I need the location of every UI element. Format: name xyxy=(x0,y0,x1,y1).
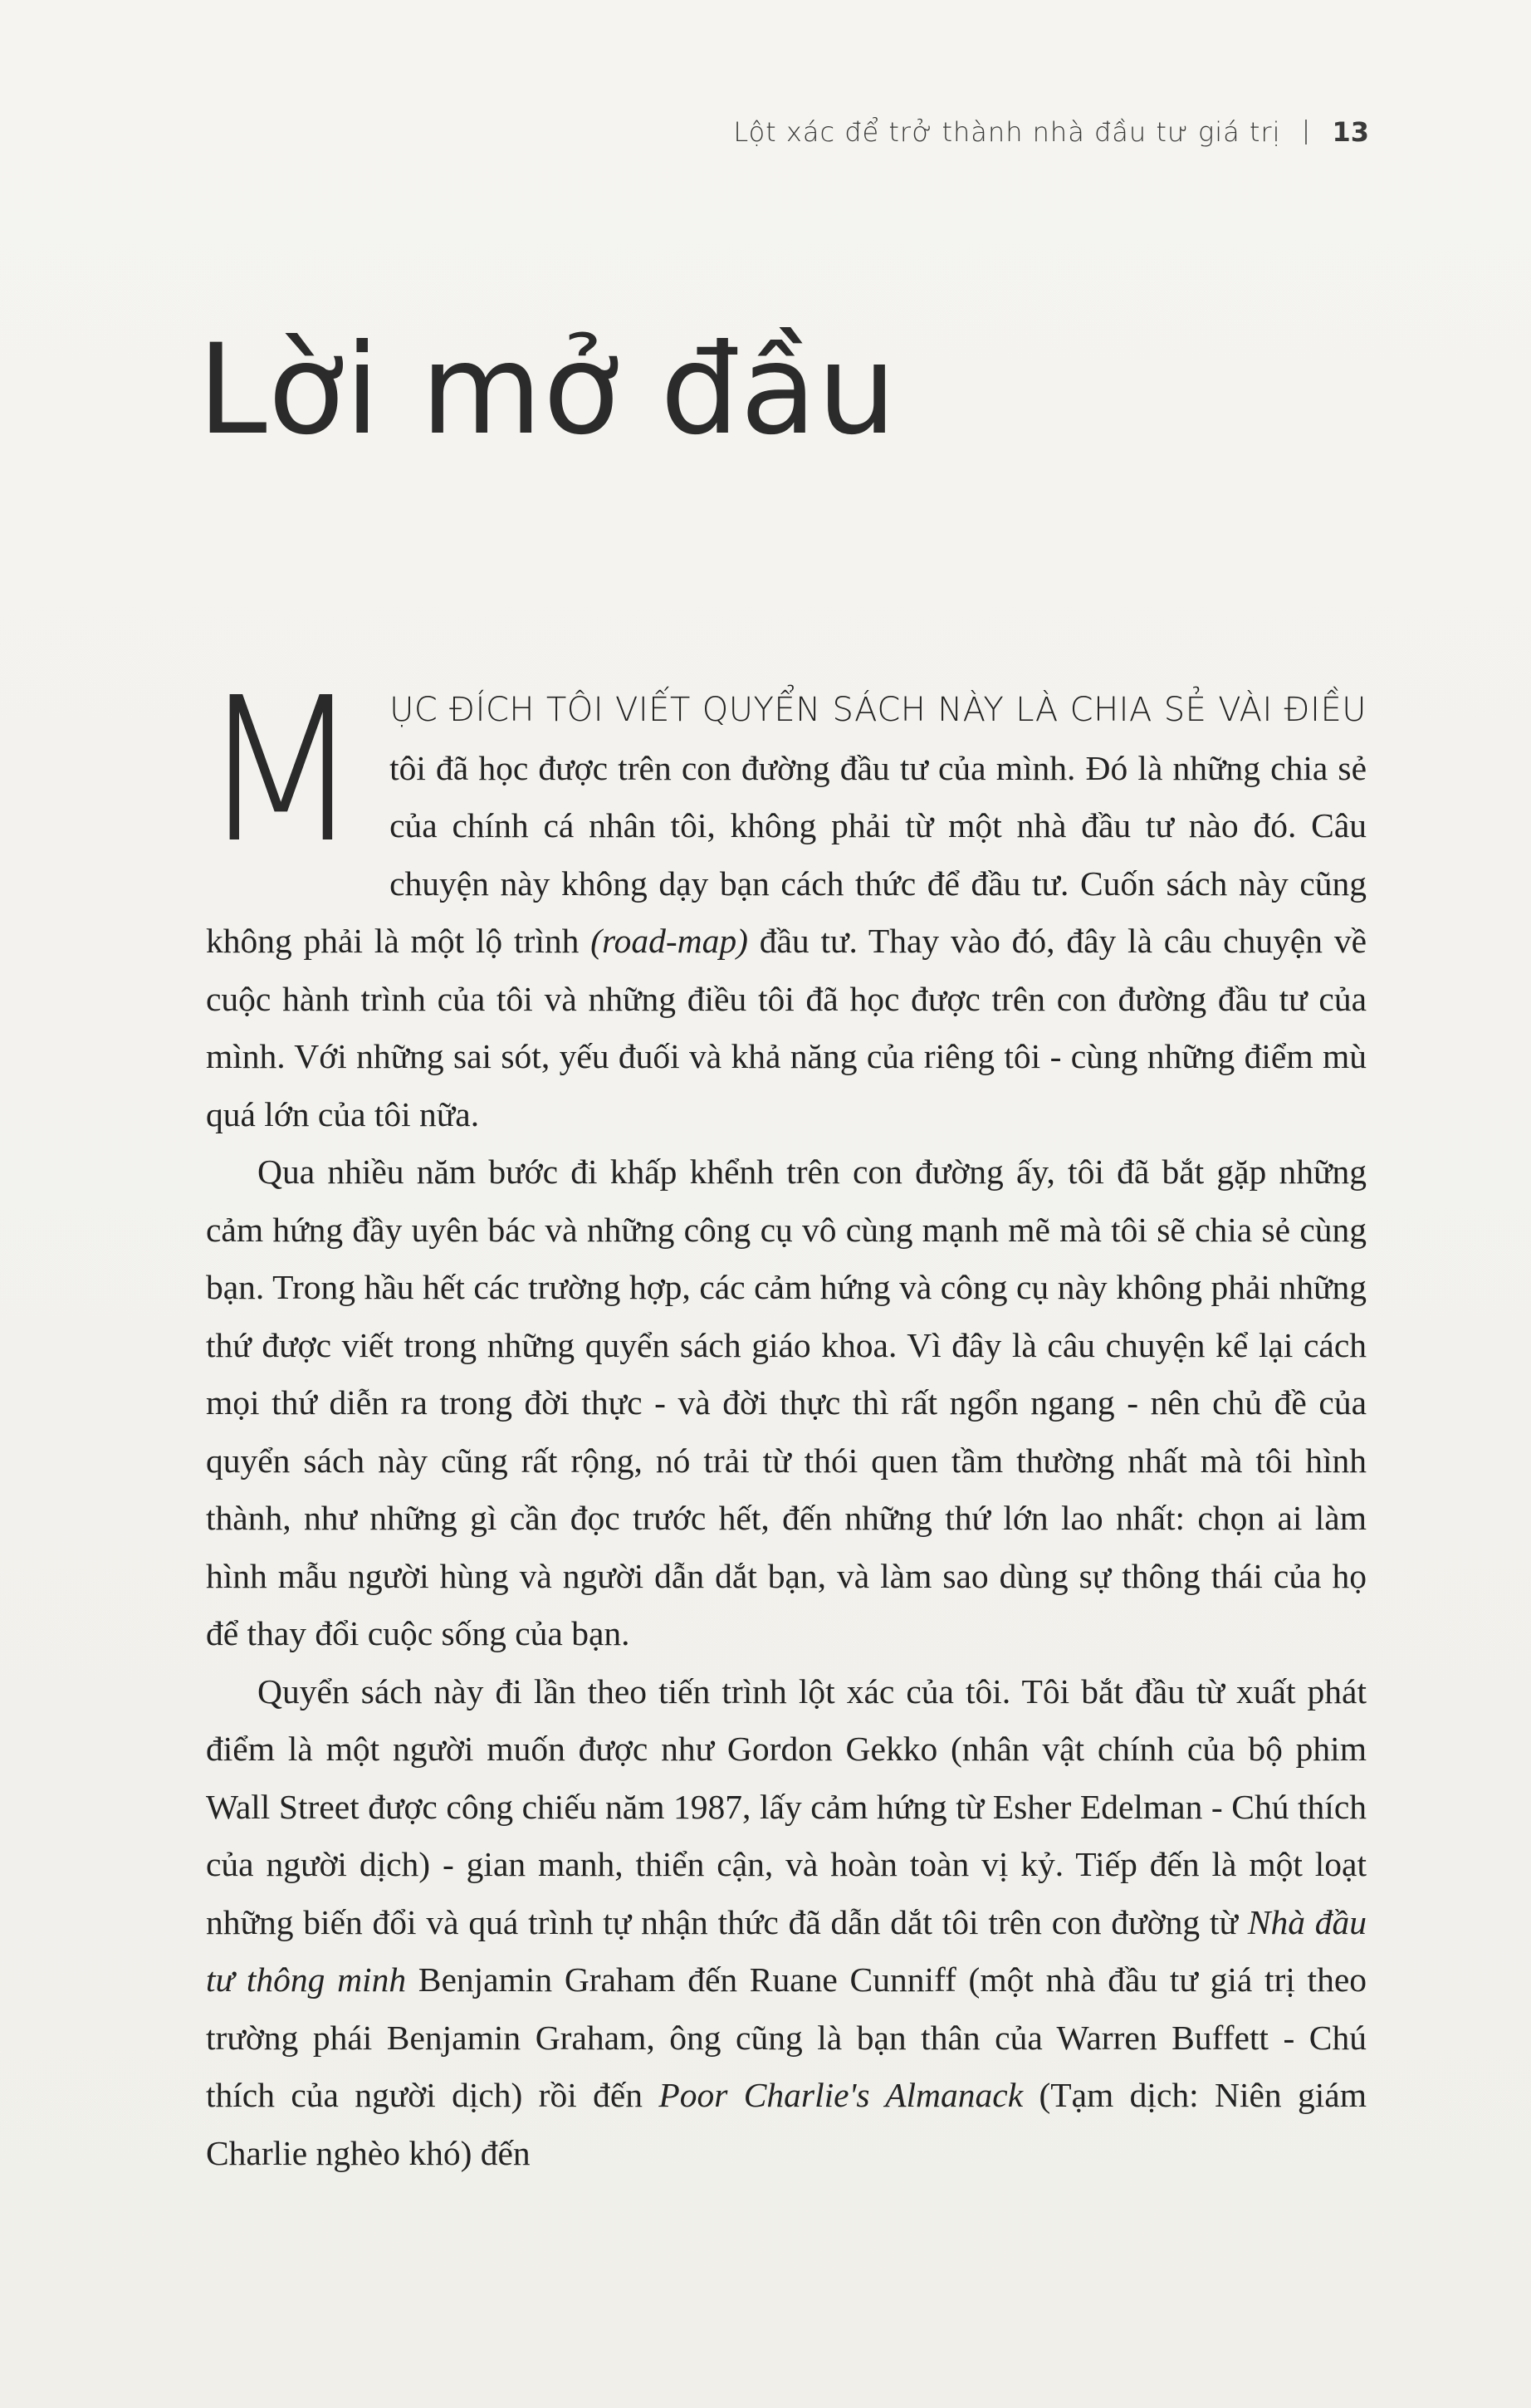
paragraph-2-text: Qua nhiều năm bước đi khấp khểnh trên con đường ấy, tôi đã bắt gặp những cảm hứng đầy uyên bác và những công cụ vô cùng mạnh mẽ mà tôi sẽ chia sẻ cùng bạn. Trong hầu hết các trường hợp, các cảm hứng và công cụ này không phải những thứ được viết trong những quyển sách giáo khoa. Vì đây là câu chuyện kể lại cách mọi thứ diễn ra trong đời thực - và đời thực thì rất ngổn ngang - nên chủ đề của quyển sách này cũng rất rộng, nó trải từ thói quen tầm thường nhất mà tôi hình thành, như những gì cần đọc trước hết, đến những thứ lớn lao nhất: chọn ai làm hình mẫu người hùng và người dẫn dắt bạn, và làm sao dùng sự thông thái của họ để thay đổi cuộc sống của bạn. xyxy=(206,1153,1367,1652)
chapter-title: Lời mở đầu xyxy=(198,318,898,463)
opening-smallcaps: ỤC ĐÍCH TÔI VIẾT QUYỂN SÁCH NÀY LÀ CHIA SẺ VÀI ĐIỀU xyxy=(389,691,1367,729)
paragraph-2 xyxy=(206,1143,1367,1663)
running-title: Lột xác để trở thành nhà đầu tư giá trị xyxy=(733,116,1281,148)
paragraph-1-text-a: tôi đã học được trên con đường đầu tư của mình. Đó là những chia sẻ của chính cá nhân tôi, không phải từ một nhà đầu tư nào đó. Câu chuyện này không dạy bạn cách thức để đầu tư. Cuốn sách này cũng không phải là một lộ trình xyxy=(206,748,1367,960)
paragraph-3-text-a: Quyển sách này đi lần theo tiến trình lột xác của tôi. Tôi bắt đầu từ xuất phát điểm là một người muốn được như Gordon Gekko (nhân vật chính của bộ phim Wall Street được công chiếu năm 1987, lấy cảm hứng từ Esher Edelman - Chú thích của người dịch) - gian manh, thiển cận, và hoàn toàn vị kỷ. Tiếp đến là một loạt những biến đổi và quá trình tự nhận thức đã dẫn dắt tôi trên con đường từ xyxy=(206,1671,1367,1941)
body-text xyxy=(199,654,1367,2182)
paragraph-3-text-c: (Tạm dịch: Niên giám Charlie nghèo khó) đến xyxy=(206,2076,1367,2172)
paragraph-3-italic-a: Nhà đầu tư thông minh xyxy=(206,1902,1367,1999)
paragraph-3 xyxy=(206,1663,1367,2183)
paragraph-3-text-b: Benjamin Graham đến Ruane Cunniff (một nhà đầu tư giá trị theo trường phái Benjamin Graham, ông cũng là bạn thân của Warren Buffett - Chú thích của người dịch) rồi đến xyxy=(206,1960,1367,2114)
running-header xyxy=(733,116,1369,148)
page-number: 13 xyxy=(1332,116,1369,148)
paragraph-1 xyxy=(199,654,1367,1143)
drop-cap: M xyxy=(199,654,363,887)
paragraph-1-text-b: đầu tư. Thay vào đó, đây là câu chuyện về cuộc hành trình của tôi và những điều tôi đã học được trên con đường đầu tư của mình. Với những sai sót, yếu đuối và khả năng của riêng tôi - cùng những điểm mù quá lớn của tôi nữa. xyxy=(206,922,1367,1133)
paragraph-1-italic: (road-map) xyxy=(590,922,748,960)
header-divider xyxy=(1305,120,1307,144)
paragraph-3-italic-b: Poor Charlie's Almanack xyxy=(658,2076,1024,2114)
